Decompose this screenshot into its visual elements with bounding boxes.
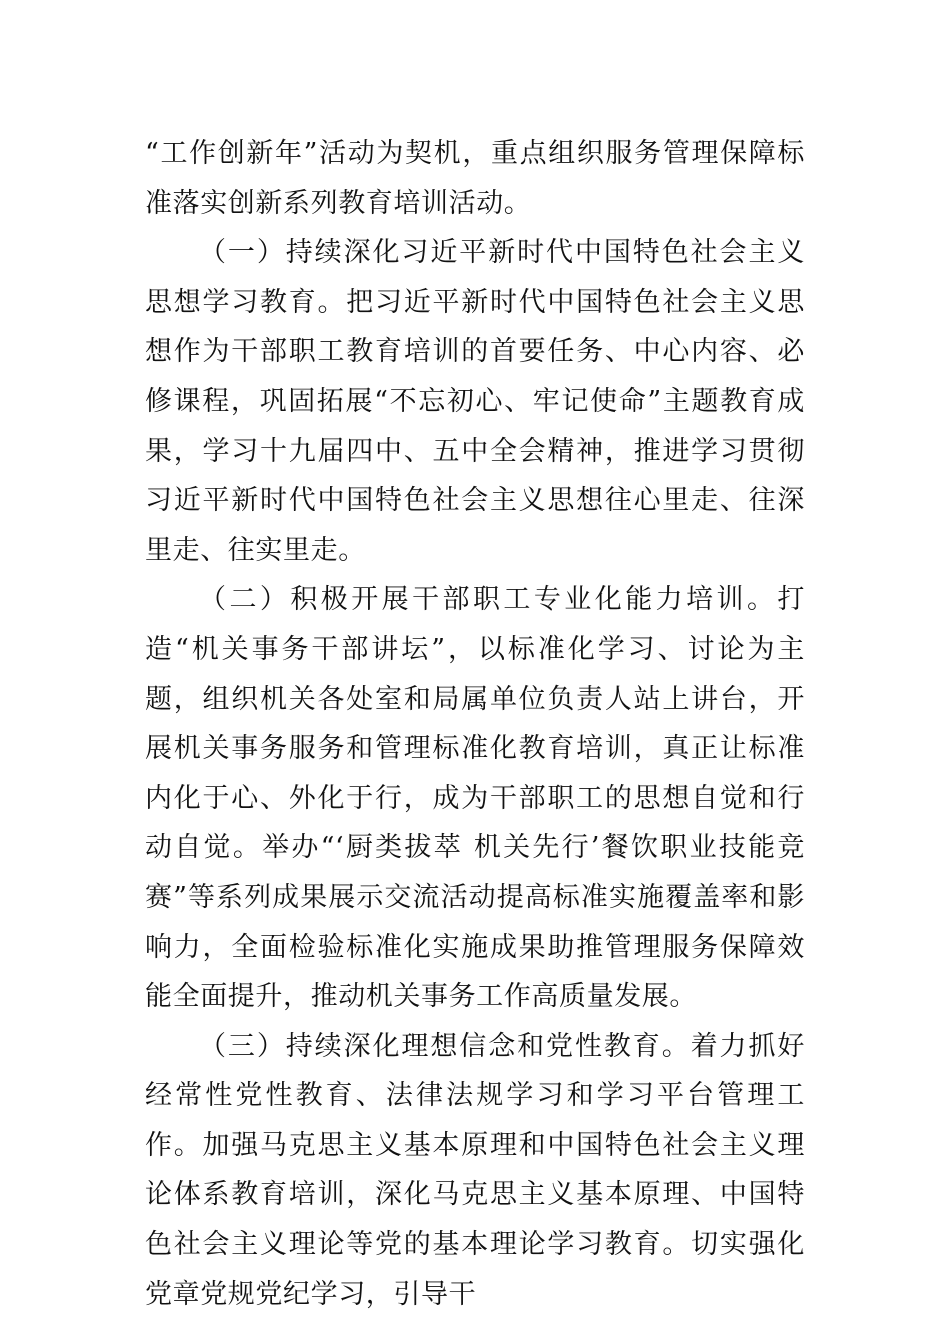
paragraph-section-3: （三）持续深化理想信念和党性教育。着力抓好经常性党性教育、法律法规学习和学习平台管理工作。加强马克思主义基本原理和中国特色社会主义理论体系教育培训，深化马克思主义基本原理、中国特色社会主义理论等党的基本理论学习教育。切实强化党章党规党纪学习，引导干 bbox=[145, 1030, 805, 1310]
paragraph-section-1: （一）持续深化习近平新时代中国特色社会主义思想学习教育。把习近平新时代中国特色社会主义思想作为干部职工教育培训的首要任务、中心内容、必修课程，巩固拓展“不忘初心、牢记使命”主题教育成果，学习十九届四中、五中全会精神，推进学习贯彻习近平新时代中国特色社会主义思想往心里走、往深里走、往实里走。 bbox=[145, 237, 805, 566]
document-body bbox=[145, 129, 805, 1319]
paragraph-continuation: “工作创新年”活动为契机，重点组织服务管理保障标准落实创新系列教育培训活动。 bbox=[145, 138, 805, 219]
paragraph-section-2: （二）积极开展干部职工专业化能力培训。打造“机关事务干部讲坛”，以标准化学习、讨论为主题，组织机关各处室和局属单位负责人站上讲台，开展机关事务服务和管理标准化教育培训，真正让标准内化于心、外化于行，成为干部职工的思想自觉和行动自觉。举办“‘厨类拔萃 机关先行’餐饮职业技能竞赛”等系列成果展示交流活动提高标准实施覆盖率和影响力，全面检验标准化实施成果助推管理服务保障效能全面提升，推动机关事务工作高质量发展。 bbox=[145, 584, 805, 1013]
